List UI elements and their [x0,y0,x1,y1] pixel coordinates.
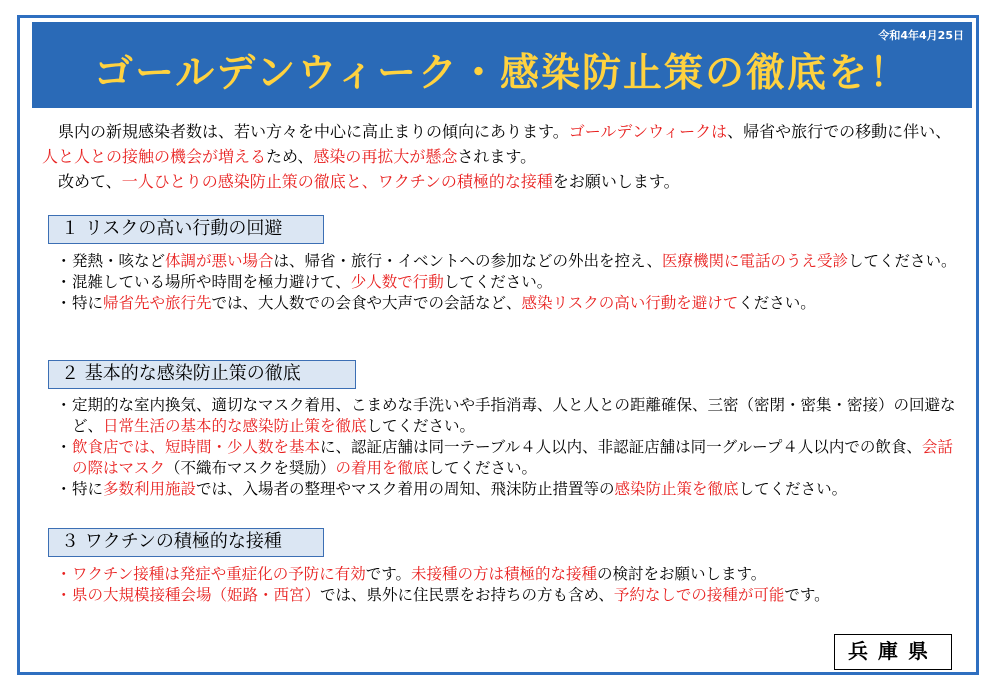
list-item [56,564,966,585]
body-text: に、認証店舗は同一テーブル４人以内、非認証店舗は同一グループ４人以内での飲食、 [320,438,922,456]
emphasis-text: ゴールデンウィークは [568,122,728,141]
date-label: 令和4年4月25日 [878,29,964,42]
body-text: は、帰省・旅行・イベントへの参加などの外出を控え、 [273,252,662,270]
bullet: ・ [56,273,72,291]
list-item [56,585,966,606]
body-text: では、入場者の整理やマスク着用の周知、飛沫防止措置等の [196,480,615,498]
body-text: してください。 [738,480,848,498]
body-text: してください。 [847,252,957,270]
section-1-heading: １ リスクの高い行動の回避 [48,215,324,244]
section-3-list [56,564,966,606]
body-text: をお願いします。 [552,172,680,191]
emphasis-text: 人と人との接触の機会が増える [42,147,267,166]
list-item [56,395,966,437]
emphasis-text: 飲食店では、短時間・少人数を基本 [72,438,321,456]
body-text: の検討をお願いします。 [597,565,767,583]
emphasis-text: 感染リスクの高い行動を避けて [521,294,739,312]
body-text: では、県外に住民票をお持ちの方も含め、 [320,586,614,604]
page-title: ゴールデンウィーク・感染防止策の徹底を！ [93,51,911,96]
body-text: してください。 [443,273,553,291]
emphasis-text: 一人ひとりの感染防止策の徹底と、ワクチンの積極的な接種 [121,172,553,191]
body-text: 定期的な室内換気、適切なマスク着用、こまめな手洗いや手指消毒、人と人との距離確保、三密（密閉・密集・密接）の回避など、 [72,396,956,435]
body-text: 混雑している場所や時間を極力避けて、 [72,273,351,291]
body-text: 発熱・咳など [72,252,166,270]
body-text: ため、 [266,147,314,166]
emphasis-text: 体調が悪い場合 [165,252,274,270]
bullet: ・ [56,480,72,498]
emphasis-text: 感染の再拡大が懸念 [313,147,458,166]
body-text: 県内の新規感染者数は、若い方々を中心に高止まりの傾向にあります。 [58,122,569,141]
body-text: してください。 [428,459,538,477]
body-text: してください。 [366,417,476,435]
section-3-heading: ３ ワクチンの積極的な接種 [48,528,324,557]
section-2-heading: ２ 基本的な感染防止策の徹底 [48,360,356,389]
intro-paragraph-1 [42,119,962,169]
body-text: 改めて、 [58,172,122,191]
body-text: 、帰省や旅行での移動に伴い、 [727,122,952,141]
section-2-list [56,395,966,500]
body-text: では、大人数での会食や大声での会話など、 [211,294,522,312]
emphasis-text: 感染防止策を徹底 [614,480,739,498]
bullet: ・ [56,565,72,583]
title-banner [32,22,972,108]
emphasis-text: 県の大規模接種会場（姫路・西宮） [72,586,321,604]
list-item [56,479,966,500]
body-text: です。 [365,565,411,583]
emphasis-text: 多数利用施設 [103,480,197,498]
body-text: 特に [72,294,104,312]
intro-paragraph-2 [42,169,962,194]
body-text: です。 [784,586,830,604]
list-item [56,251,966,272]
bullet: ・ [56,396,72,414]
bullet: ・ [56,438,72,456]
body-text: 特に [72,480,104,498]
emphasis-text: 帰省先や旅行先 [103,294,212,312]
intro-text [42,119,962,194]
emphasis-text: の着用を徹底 [335,459,429,477]
issuer-label: 兵庫県 [834,634,952,670]
bullet: ・ [56,294,72,312]
body-text: されます。 [457,147,537,166]
bullet: ・ [56,252,72,270]
emphasis-text: 会話の際はマスク [72,438,953,477]
emphasis-text: 少人数で行動 [350,273,444,291]
emphasis-text: 予約なしでの接種が可能 [613,586,785,604]
list-item [56,293,966,314]
body-text: （不織布マスクを奨励） [165,459,336,477]
emphasis-text: 日常生活の基本的な感染防止策を徹底 [103,417,367,435]
emphasis-text: ワクチン接種は発症や重症化の予防に有効 [72,565,366,583]
list-item [56,272,966,293]
body-text: ください。 [738,294,816,312]
section-1-list [56,251,966,314]
emphasis-text: 未接種の方は積極的な接種 [411,565,598,583]
emphasis-text: 医療機関に電話のうえ受診 [661,252,848,270]
bullet: ・ [56,586,72,604]
list-item [56,437,966,479]
